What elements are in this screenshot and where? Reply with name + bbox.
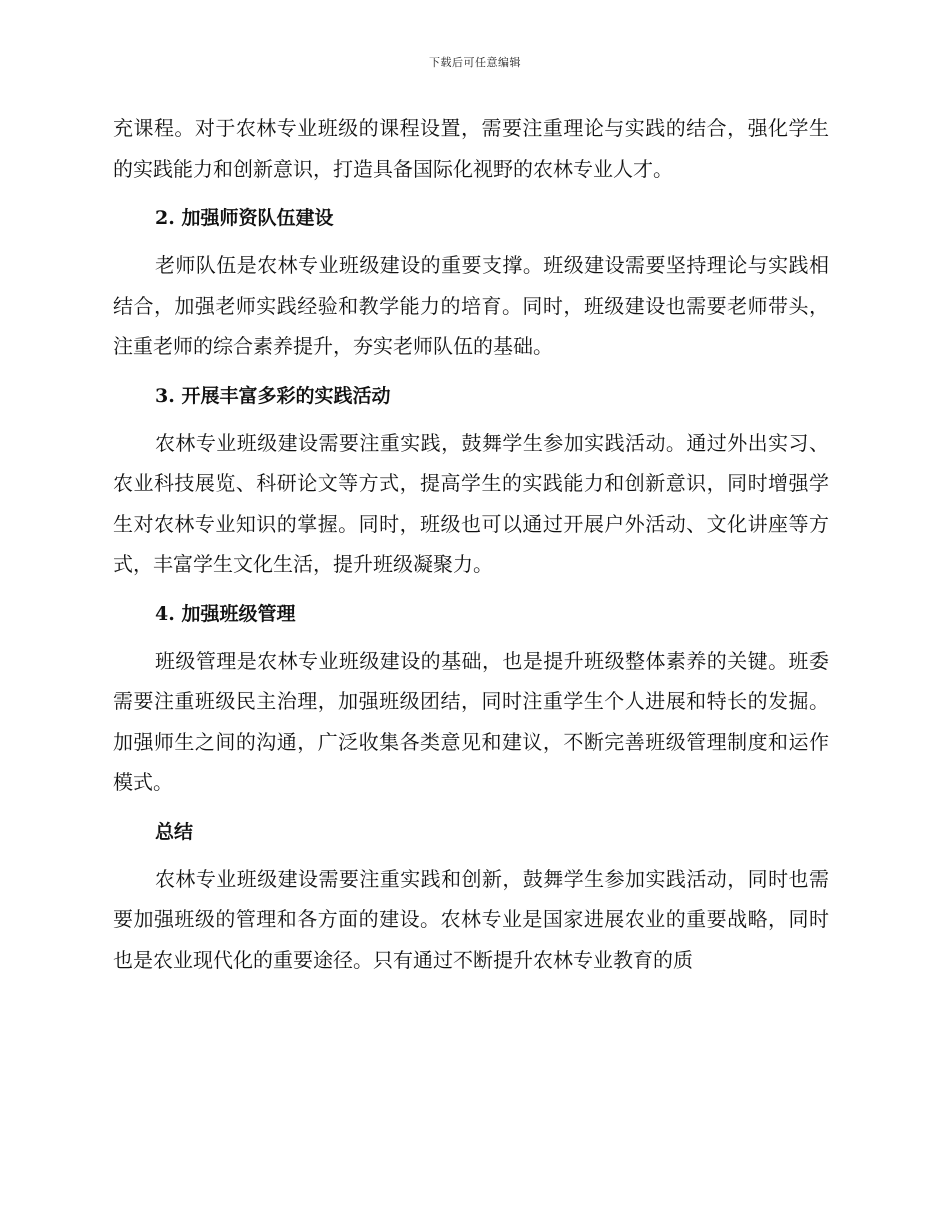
paragraph-activities: 农林专业班级建设需要注重实践，鼓舞学生参加实践活动。通过外出实习、农业科技展览、科研论文等方式，提高学生的实践能力和创新意识，同时增强学生对农林专业知识的掌握。同时，班级也可以通过开展户外活动、文化讲座等方式，丰富学生文化生活，提升班级凝聚力。 — [113, 430, 829, 576]
page-header: 下载后可任意编辑 — [429, 56, 521, 69]
paragraph-summary: 农林专业班级建设需要注重实践和创新，鼓舞学生参加实践活动，同时也需要加强班级的管理和各方面的建设。农林专业是国家进展农业的重要战略，同时也是农业现代化的重要途径。只有通过不断提升农林专业教育的质 — [113, 866, 829, 972]
document-body — [113, 108, 829, 980]
section-heading-activities: 3. 开展丰富多彩的实践活动 — [155, 384, 391, 407]
paragraph-teachers: 老师队伍是农林专业班级建设的重要支撑。班级建设需要坚持理论与实践相结合，加强老师实践经验和教学能力的培育。同时，班级建设也需要老师带头，注重老师的综合素养提升，夯实老师队伍的基础。 — [113, 253, 829, 358]
paragraph-continuation: 充课程。对于农林专业班级的课程设置，需要注重理论与实践的结合，强化学生的实践能力和创新意识，打造具备国际化视野的农林专业人才。 — [113, 116, 829, 181]
section-heading-summary: 总结 — [155, 820, 194, 843]
section-heading-teachers: 2. 加强师资队伍建设 — [155, 207, 334, 229]
section-heading-management: 4. 加强班级管理 — [155, 602, 296, 625]
paragraph-management: 班级管理是农林专业班级建设的基础，也是提升班级整体素养的关键。班委需要注重班级民主治理，加强班级团结，同时注重学生个人进展和特长的发掘。加强师生之间的沟通，广泛收集各类意见和建议，不断完善班级管理制度和运作模式。 — [113, 648, 829, 794]
